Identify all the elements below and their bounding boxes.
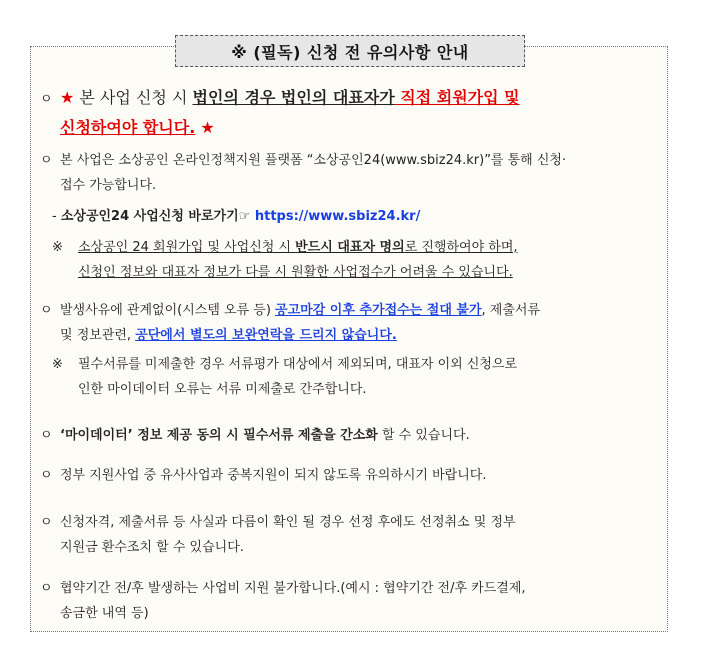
emphasis-text: 법인의 경우 법인의 대표자가 [192, 88, 395, 107]
note-mark: ※ [52, 357, 63, 372]
bullet: ㅇ [40, 515, 53, 530]
emphasis-red-line2: 신청하여야 합니다. [60, 118, 196, 137]
star-icon: ★ [60, 88, 75, 107]
notice-item-7: ㅇ 협약기간 전/후 발생하는 사업비 지원 불가합니다.(예시 : 협약기간 전/후 카드결제, 송금한 내역 등) [40, 576, 660, 626]
notice-item-1: ㅇ ★ 본 사업 신청 시 법인의 경우 법인의 대표자가 직접 회원가입 및 신청하여야 합니다. ★ [40, 88, 520, 137]
notice-item-6: ㅇ 신청자격, 제출서류 등 사실과 다름이 확인 될 경우 선정 후에도 선정취소 및 정부 지원금 환수조치 할 수 있습니다. [40, 510, 660, 560]
deadline-warning: 공고마감 이후 추가접수는 절대 불가 [275, 303, 482, 318]
no-contact-warning: 공단에서 별도의 보완연락을 드리지 않습니다. [135, 328, 397, 343]
bullet: ㅇ [40, 581, 53, 596]
bullet: ㅇ [40, 303, 53, 318]
star-icon: ★ [195, 118, 215, 137]
bullet: ㅇ [40, 92, 53, 107]
bullet: ㅇ [40, 468, 53, 483]
notice-item-2: ㅇ 본 사업은 소상공인 온라인정책지원 플랫폼 “소상공인24(www.sbiz24.kr)”를 통해 신청· 접수 가능합니다. - 소상공인24 사업신청 바로가기☞ https://www.sbiz24.kr/ ※ 소상공인 24 회원가입 및 사업신청 시 반드시 대표자 명의로 진행하여야 하며, 신청인 정보와 대표자 정보가 다를 시 원활한 사업접수가 어려울 수 있습니다. [40, 148, 660, 285]
note-mark: ※ [52, 240, 63, 255]
notice-item-3: ㅇ 발생사유에 관계없이(시스템 오류 등) 공고마감 이후 추가접수는 절대 불가, 제출서류 및 정보관련, 공단에서 별도의 보완연락을 드리지 않습니다. ※ 필수서류를 미제출한 경우 서류평가 대상에서 제외되며, 대표자 이외 신청으로 인한 마이데이터 오류는 서류 미제출로 간주합니다. [40, 298, 660, 402]
sbiz24-link[interactable]: https://www.sbiz24.kr/ [254, 209, 421, 224]
bullet: ㅇ [40, 153, 53, 168]
emphasis-red: 직접 회원가입 및 [394, 88, 520, 107]
bullet: ㅇ [40, 428, 53, 443]
notice-item-4: ㅇ ‘마이데이터’ 정보 제공 동의 시 필수서류 제출을 간소화 할 수 있습니다. [40, 423, 660, 448]
notice-item-5: ㅇ 정부 지원사업 중 유사사업과 중복지원이 되지 않도록 유의하시기 바랍니다. [40, 463, 660, 488]
notice-title: ※ (필독) 신청 전 유의사항 안내 [175, 35, 525, 67]
link-label: 소상공인24 사업신청 바로가기☞ [60, 209, 255, 224]
